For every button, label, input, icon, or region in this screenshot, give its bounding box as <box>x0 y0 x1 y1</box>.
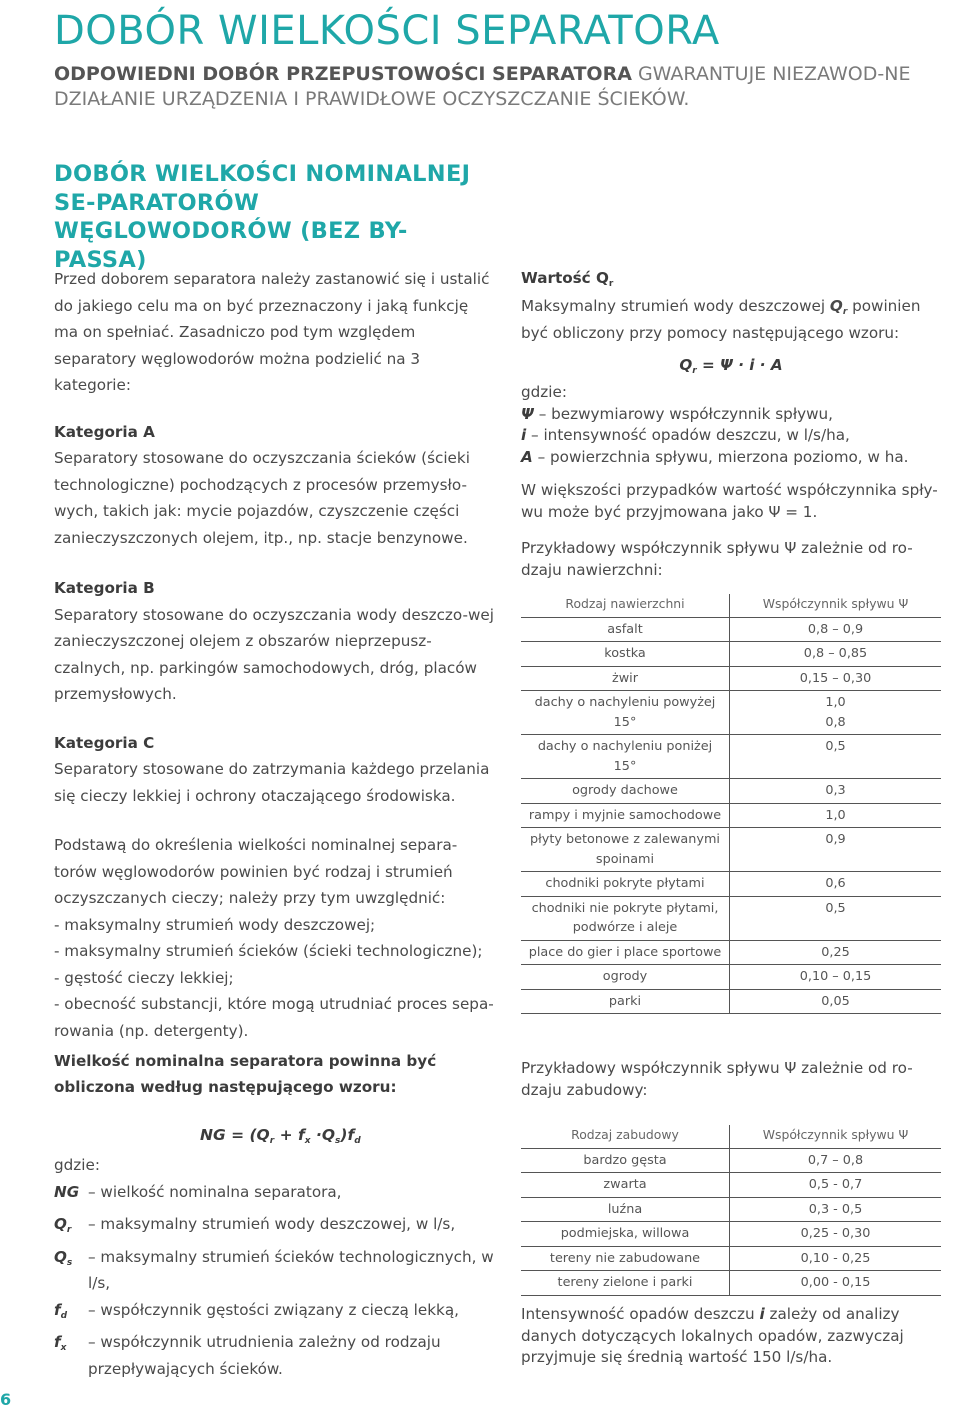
table-cell-type: chodniki pokryte płytami <box>521 872 730 897</box>
gdzie-label: gdzie: <box>54 1156 100 1174</box>
ng-definitions <box>54 1152 494 1382</box>
table-cell-value: 0,9 <box>730 828 942 872</box>
table-cell-type: zwarta <box>521 1173 730 1198</box>
basis-intro: Podstawą do określenia wielkości nominalnej separa-torów węglowodorów powinien być rodzaj i strumień oczyszczanych cieczy; należy przy tym uwzględnić: <box>54 836 458 907</box>
basis-item: - maksymalny strumień ścieków (ścieki technologiczne); <box>54 942 483 960</box>
rain-note: Intensywność opadów deszczu i zależy od analizy danych dotyczących lokalnych opadów, zazwyczaj przyjmuje się średnią wartość 150 l/s/ha. <box>521 1305 904 1366</box>
table-row <box>521 779 941 804</box>
table-row <box>521 989 941 1014</box>
category-b-title: Kategoria B <box>54 579 155 597</box>
table-cell-type: tereny zielone i parki <box>521 1271 730 1296</box>
table-cell-type: dachy o nachyleniu powyżej 15° <box>521 691 730 735</box>
table-row <box>521 642 941 667</box>
def-row: $f_x$ – współczynnik utrudnienia zależny od rodzaju przepływających ścieków. <box>54 1333 441 1378</box>
table1-caption: Przykładowy współczynnik spływu Ψ zależnie od ro-dzaju nawierzchni: <box>521 539 913 579</box>
building-runoff-table <box>521 1125 941 1296</box>
category-c-title: Kategoria C <box>54 733 155 752</box>
table-cell-value: 0,10 - 0,25 <box>730 1246 942 1271</box>
basis-item: - obecność substancji, które mogą utrudniać proces sepa-rowania (np. detergenty). <box>54 995 494 1040</box>
def-row: $Q_r$ – maksymalny strumień wody deszczowej, w l/s, <box>54 1215 456 1235</box>
table-row <box>521 965 941 990</box>
def-row: $Q_s$ – maksymalny strumień ścieków technologicznych, w l/s, <box>54 1247 494 1292</box>
table-cell-value: 0,8 – 0,9 <box>730 617 942 642</box>
subtitle-rest: GWARANTUJE NIEZAWOD-NE DZIAŁANIE URZĄDZENIA I PRAWIDŁOWE OCZYSZCZANIE ŚCIEKÓW. <box>54 63 911 110</box>
table-cell-type: podmiejska, willowa <box>521 1222 730 1247</box>
qr-def: Ψ – bezwymiarowy współczynnik spływu, <box>521 404 833 423</box>
table-cell-type: asfalt <box>521 617 730 642</box>
table-cell-value: 0,3 <box>730 779 942 804</box>
table2-header: Współczynnik spływu Ψ <box>730 1125 942 1148</box>
qr-formula: $Q_r = \Psi \cdot i \cdot A$ <box>679 355 783 376</box>
table-cell-type: dachy o nachyleniu poniżej 15° <box>521 735 730 779</box>
table-row <box>521 1271 941 1296</box>
table-cell-type: płyty betonowe z zalewanymi spoinami <box>521 828 730 872</box>
table-row <box>521 828 941 872</box>
qr-def: i – intensywność opadów deszczu, w l/s/ha, <box>521 426 850 444</box>
table-row <box>521 1246 941 1271</box>
table1-container <box>521 594 941 1014</box>
basis-item: - gęstość cieczy lekkiej; <box>54 968 234 987</box>
page-title: DOBÓR WIELKOŚCI SEPARATORA <box>54 8 720 54</box>
table-cell-value: 0,00 - 0,15 <box>730 1271 942 1296</box>
table1-header: Rodzaj nawierzchni <box>521 594 730 617</box>
def-row: $f_d$ – współczynnik gęstości związany z cieczą lekką, <box>54 1300 459 1321</box>
table-row <box>521 691 941 735</box>
table-row <box>521 666 941 691</box>
table-row <box>521 1222 941 1247</box>
table2-header: Rodzaj zabudowy <box>521 1125 730 1148</box>
table-cell-type: tereny nie zabudowane <box>521 1246 730 1271</box>
table-row <box>521 735 941 779</box>
table2-container <box>521 1125 941 1296</box>
table-cell-value: 0,8 – 0,85 <box>730 642 942 667</box>
table-cell-type: parki <box>521 989 730 1014</box>
qr-block <box>521 268 941 523</box>
qr-def: A – powierzchnia spływu, mierzona poziomo, w ha. <box>521 447 909 466</box>
table-cell-value: 0,6 <box>730 872 942 897</box>
category-c-text: Separatory stosowane do zatrzymania każdego przelania się cieczy lekkiej i ochrony otaczającego środowiska. <box>54 760 490 805</box>
table-cell-value: 0,15 – 0,30 <box>730 666 942 691</box>
table-row <box>521 896 941 940</box>
table-cell-value: 0,10 – 0,15 <box>730 965 942 990</box>
table2-caption: Przykładowy współczynnik spływu Ψ zależnie od ro-dzaju zabudowy: <box>521 1059 913 1099</box>
category-a-title: Kategoria A <box>54 422 155 441</box>
table-cell-type: place do gier i place sportowe <box>521 940 730 965</box>
page-subtitle <box>54 62 934 112</box>
section-heading: DOBÓR WIELKOŚCI NOMINALNEJ SE-PARATORÓW WĘGLOWODORÓW (BEZ BY-PASSA) <box>54 161 471 273</box>
category-b <box>54 575 494 708</box>
table-row <box>521 1173 941 1198</box>
intro-paragraph: Przed doborem separatora należy zastanowić się i ustalić do jakiego celu ma on być przeznaczony i jaką funkcję ma on spełniać. Zasadniczo pod tym względem separatory węglowodorów można podzielić na 3 kategorie: <box>54 270 490 394</box>
table-cell-value: 0,7 – 0,8 <box>730 1148 942 1173</box>
qr-gdzie: gdzie: <box>521 383 567 401</box>
table-cell-type: kostka <box>521 642 730 667</box>
table-cell-type: ogrody <box>521 965 730 990</box>
table-cell-value: 0,25 <box>730 940 942 965</box>
category-c <box>54 730 494 810</box>
table-cell-type: rampy i myjnie samochodowe <box>521 803 730 828</box>
table1-header: Współczynnik spływu Ψ <box>730 594 942 617</box>
table-cell-type: żwir <box>521 666 730 691</box>
table-row <box>521 803 941 828</box>
qr-text: Maksymalny strumień wody deszczowej $Q_r$ powinien być obliczony przy pomocy następującego wzoru: <box>521 296 921 342</box>
table-cell-type: ogrody dachowe <box>521 779 730 804</box>
subtitle-bold: ODPOWIEDNI DOBÓR PRZEPUSTOWOŚCI SEPARATORA <box>54 63 632 85</box>
table-row <box>521 1197 941 1222</box>
ng-intro: Wielkość nominalna separatora powinna być obliczona według następującego wzoru: <box>54 1052 437 1096</box>
table-row <box>521 872 941 897</box>
category-b-text: Separatory stosowane do oczyszczania wody deszczo-wej zanieczyszczonej olejem z obszarów nieprzepusz-czalnych, np. parkingów samochodowych, dróg, placów przemysłowych. <box>54 605 494 703</box>
table-cell-value: 0,5 <box>730 735 942 779</box>
table-cell-value: 0,3 - 0,5 <box>730 1197 942 1222</box>
table-cell-value: 0,5 <box>730 896 942 940</box>
basis-block <box>54 832 494 1044</box>
table-cell-value: 0,05 <box>730 989 942 1014</box>
left-column <box>54 266 494 1044</box>
category-a <box>54 419 494 552</box>
table-cell-value: 1,0 <box>730 803 942 828</box>
table-cell-value: 1,0 0,8 <box>730 691 942 735</box>
table-cell-type: luźna <box>521 1197 730 1222</box>
def-row: NG – wielkość nominalna separatora, <box>54 1182 342 1201</box>
surface-runoff-table <box>521 594 941 1014</box>
qr-note: W większości przypadków wartość współczynnika spły-wu może być przyjmowana jako Ψ = 1. <box>521 481 938 521</box>
ng-formula: NG = $(Q_r + f_x \cdot Q_s)f_d$ <box>200 1126 361 1146</box>
page-number: 6 <box>0 1390 12 1409</box>
table-cell-value: 0,25 - 0,30 <box>730 1222 942 1247</box>
table-cell-type: bardzo gęsta <box>521 1148 730 1173</box>
category-a-text: Separatory stosowane do oczyszczania ścieków (ścieki technologiczne) pochodzących z procesów przemysło-wych, takich jak: mycie pojazdów, czyszczenie części zanieczyszczonych olejem, itp., np. stacje benzynowe. <box>54 449 470 547</box>
table-cell-type: chodniki nie pokryte płytami, podwórze i aleje <box>521 896 730 940</box>
qr-heading: Wartość $Q_r$ <box>521 269 614 289</box>
table-cell-value: 0,5 - 0,7 <box>730 1173 942 1198</box>
table-row <box>521 617 941 642</box>
basis-item: - maksymalny strumień wody deszczowej; <box>54 915 376 934</box>
table-row <box>521 940 941 965</box>
table-row <box>521 1148 941 1173</box>
